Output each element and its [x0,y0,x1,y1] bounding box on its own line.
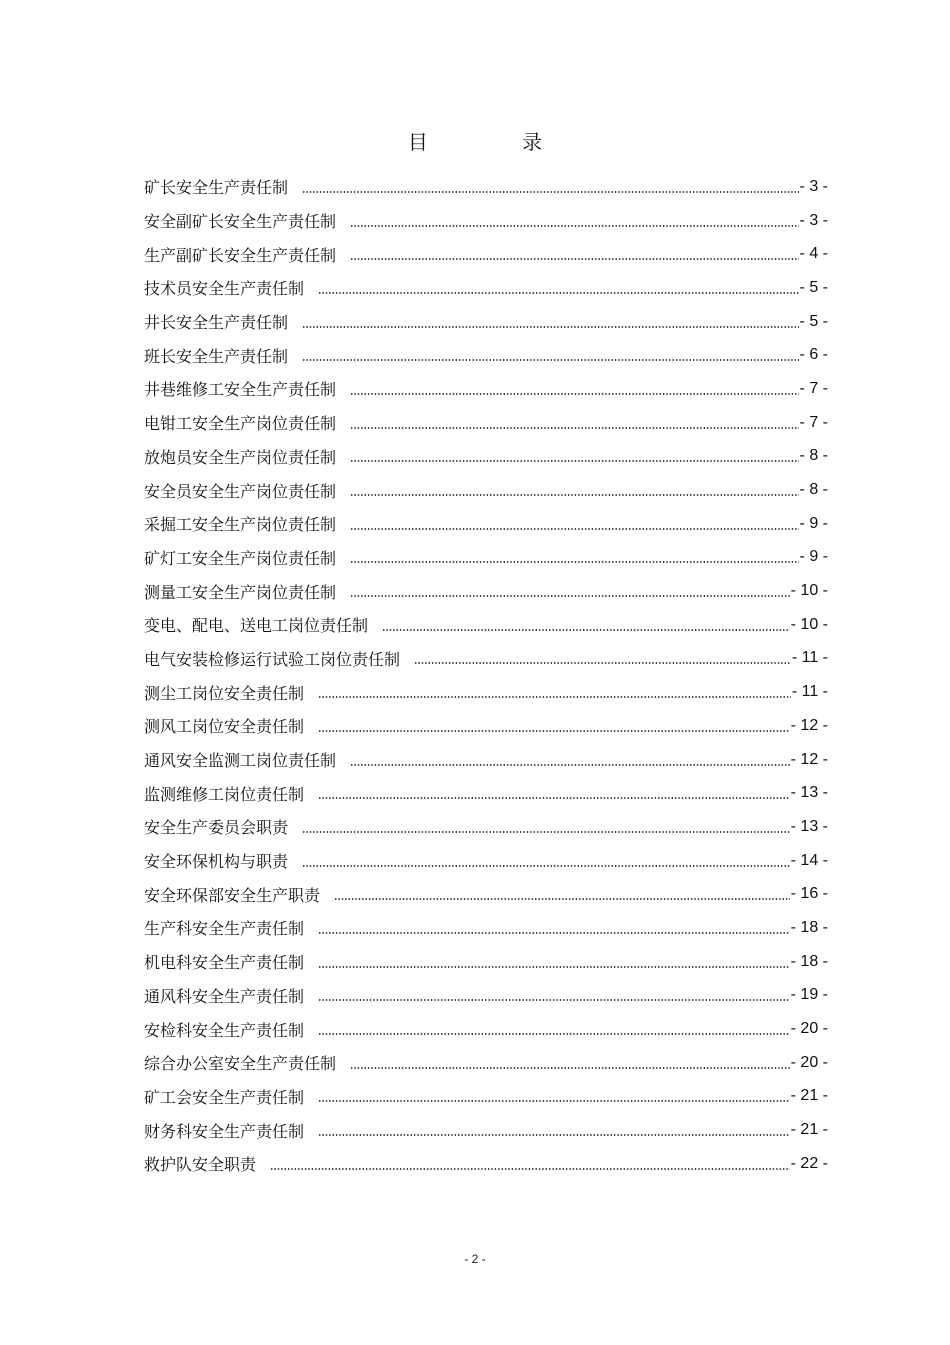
toc-entry[interactable] [144,271,828,305]
toc-entry[interactable] [144,877,828,911]
page-title: 目 录 [407,130,587,154]
toc-entry[interactable] [144,170,828,204]
toc-dot-leader [318,797,790,799]
toc-entry[interactable] [144,1080,828,1114]
toc-entry-label: 安全环保机构与职责 [144,852,289,872]
toc-entry-page: - 22 - [790,1154,828,1172]
toc-dot-leader [318,966,790,968]
toc-entry[interactable] [144,440,828,474]
toc-dot-leader [318,730,790,732]
toc-entry-page: - 11 - [791,683,828,701]
toc-entry[interactable] [144,574,828,608]
toc-entry-label: 采掘工安全生产岗位责任制 [144,515,337,535]
toc-entry-page: - 9 - [799,548,828,566]
toc-dot-leader [318,1134,790,1136]
toc-entry[interactable] [144,1113,828,1147]
toc-entry[interactable] [144,776,828,810]
toc-dot-leader [350,393,799,395]
toc-dot-leader [350,494,799,496]
toc-dot-leader [302,326,799,328]
toc-entry-page: - 12 - [790,750,828,768]
toc-entry-label: 生产科安全生产责任制 [144,919,305,939]
toc-dot-leader [350,595,790,597]
toc-entry[interactable] [144,305,828,339]
toc-entry-label: 安全员安全生产岗位责任制 [144,481,337,501]
toc-dot-leader [350,528,799,530]
page-number: - 2 - [464,1252,486,1266]
toc-entry[interactable] [144,810,828,844]
toc-dot-leader [318,1100,790,1102]
toc-dot-leader [318,932,790,934]
toc-entry-label: 财务科安全生产责任制 [144,1121,305,1141]
toc-dot-leader [318,292,799,294]
toc-dot-leader [302,865,790,867]
toc-entry-page: - 18 - [790,918,828,936]
toc-entry-label: 测尘工岗位安全责任制 [144,683,305,703]
toc-entry[interactable] [144,675,828,709]
toc-entry[interactable] [144,1147,828,1181]
toc-dot-leader [318,999,790,1001]
toc-entry-page: - 20 - [790,1053,828,1071]
toc-dot-leader [318,1033,790,1035]
toc-entry[interactable] [144,911,828,945]
table-of-contents [144,170,828,1181]
toc-entry-page: - 21 - [790,1121,828,1139]
toc-entry-label: 测风工岗位安全责任制 [144,717,305,737]
toc-entry-page: - 20 - [790,1020,828,1038]
toc-entry-page: - 18 - [790,952,828,970]
toc-entry-page: - 7 - [799,379,828,397]
toc-entry[interactable] [144,743,828,777]
toc-entry-label: 救护队安全职责 [144,1155,257,1175]
toc-entry[interactable] [144,1012,828,1046]
toc-entry-page: - 5 - [799,278,828,296]
toc-entry-page: - 16 - [790,885,828,903]
toc-entry-label: 变电、配电、送电工岗位责任制 [144,616,369,636]
toc-entry[interactable] [144,406,828,440]
toc-entry-label: 安全副矿长安全生产责任制 [144,212,337,232]
toc-dot-leader [350,561,799,563]
toc-entry-page: - 5 - [799,312,828,330]
toc-entry-page: - 3 - [799,211,828,229]
toc-dot-leader [302,191,799,193]
toc-dot-leader [334,898,790,900]
toc-dot-leader [350,460,799,462]
toc-entry[interactable] [144,507,828,541]
toc-entry-label: 技术员安全生产责任制 [144,279,305,299]
toc-entry-page: - 8 - [799,447,828,465]
toc-dot-leader [382,629,790,631]
toc-entry-page: - 13 - [790,817,828,835]
toc-entry-page: - 19 - [790,986,828,1004]
toc-entry-page: - 9 - [799,514,828,532]
toc-entry[interactable] [144,237,828,271]
toc-entry[interactable] [144,642,828,676]
toc-entry-label: 矿工会安全生产责任制 [144,1087,305,1107]
toc-entry-page: - 12 - [790,716,828,734]
toc-entry-label: 矿长安全生产责任制 [144,178,289,198]
toc-entry-page: - 14 - [790,851,828,869]
toc-entry-page: - 3 - [799,177,828,195]
toc-entry-label: 机电科安全生产责任制 [144,953,305,973]
toc-entry-label: 矿灯工安全生产岗位责任制 [144,548,337,568]
toc-dot-leader [318,696,791,698]
toc-entry-label: 监测维修工岗位责任制 [144,784,305,804]
toc-entry-label: 生产副矿长安全生产责任制 [144,245,337,265]
toc-entry-page: - 11 - [791,649,828,667]
toc-entry-label: 放炮员安全生产岗位责任制 [144,447,337,467]
toc-entry[interactable] [144,541,828,575]
toc-entry-label: 安全生产委员会职责 [144,818,289,838]
toc-entry-label: 通风安全监测工岗位责任制 [144,751,337,771]
toc-entry-page: - 10 - [790,582,828,600]
toc-entry[interactable] [144,372,828,406]
toc-entry-page: - 6 - [799,346,828,364]
toc-dot-leader [414,662,791,664]
toc-entry-label: 班长安全生产责任制 [144,346,289,366]
toc-dot-leader [350,764,790,766]
toc-entry[interactable] [144,608,828,642]
toc-entry-page: - 10 - [790,615,828,633]
toc-entry[interactable] [144,338,828,372]
toc-entry-label: 井巷维修工安全生产责任制 [144,380,337,400]
toc-dot-leader [350,427,799,429]
toc-dot-leader [350,225,799,227]
toc-dot-leader [270,1168,790,1170]
toc-entry[interactable] [144,709,828,743]
toc-dot-leader [350,1067,790,1069]
toc-entry-page: - 4 - [799,245,828,263]
toc-dot-leader [302,359,799,361]
toc-entry-page: - 8 - [799,481,828,499]
toc-entry[interactable] [144,473,828,507]
toc-dot-leader [302,831,790,833]
toc-entry-label: 电气安装检修运行试验工岗位责任制 [144,649,401,669]
toc-entry[interactable] [144,844,828,878]
toc-entry[interactable] [144,1046,828,1080]
toc-entry-page: - 21 - [790,1087,828,1105]
toc-entry-page: - 7 - [799,413,828,431]
toc-entry[interactable] [144,945,828,979]
toc-entry-label: 安全环保部安全生产职责 [144,885,321,905]
toc-entry-label: 安检科安全生产责任制 [144,1020,305,1040]
toc-entry-label: 井长安全生产责任制 [144,313,289,333]
toc-entry-page: - 13 - [790,784,828,802]
toc-entry[interactable] [144,979,828,1013]
toc-entry-label: 综合办公室安全生产责任制 [144,1054,337,1074]
toc-dot-leader [350,258,799,260]
toc-entry[interactable] [144,204,828,238]
toc-entry-label: 电钳工安全生产岗位责任制 [144,414,337,434]
toc-entry-label: 测量工安全生产岗位责任制 [144,582,337,602]
toc-entry-label: 通风科安全生产责任制 [144,986,305,1006]
